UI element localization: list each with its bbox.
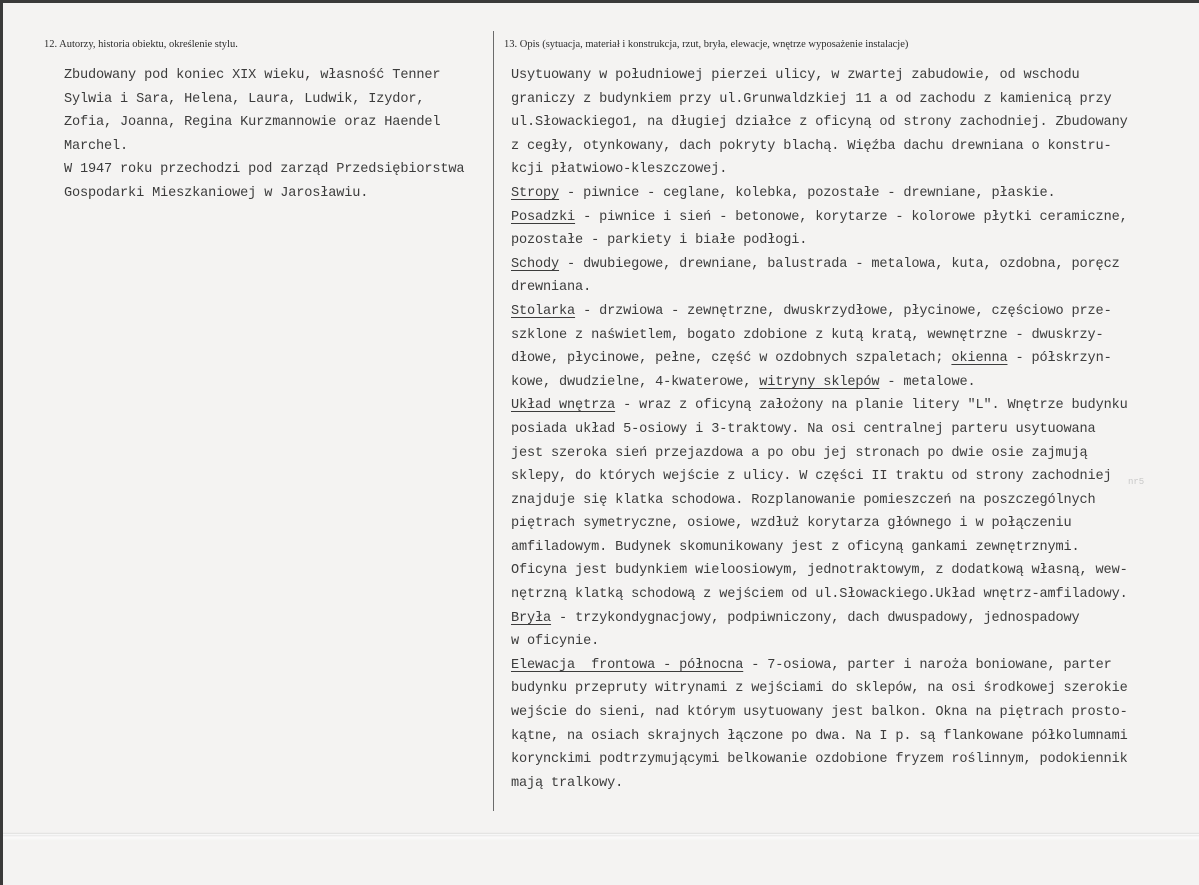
- underlined-label: witryny sklepów: [759, 374, 880, 390]
- section-heading: 12. Autorzy, historia obiektu, określenie stylu.: [44, 39, 238, 50]
- text-line: Stropy - piwnice - ceglane, kolebka, pozostałe - drewniane, płaskie.: [511, 185, 1056, 201]
- text-line: kątne, na osiach skrajnych łączone po dwa. Na I p. są flankowane półkolumnami: [511, 728, 1128, 744]
- text-line: Zofia, Joanna, Regina Kurzmannowie oraz Haendel: [64, 115, 441, 131]
- text-line: Elewacja frontowa - północna - 7-osiowa, parter i naroża boniowane, parter: [511, 657, 1112, 673]
- text-line: nętrzną klatką schodową z wejściem od ul.Słowackiego.Układ wnętrz-amfiladowy.: [511, 587, 1128, 603]
- text-line: pozostałe - parkiety i białe podłogi.: [511, 233, 808, 249]
- underlined-label: Układ wnętrza: [511, 398, 616, 414]
- text-line: znajduje się klatka schodowa. Rozplanowanie pomieszczeń na poszczególnych: [511, 492, 1096, 508]
- text-line: drewniana.: [511, 280, 592, 296]
- text-line: Marchel.: [64, 138, 129, 154]
- section-13-description: [504, 39, 1194, 795]
- underlined-label: Bryła: [511, 610, 552, 626]
- text-line: Gospodarki Mieszkaniowej w Jarosławiu.: [64, 185, 369, 201]
- text-line: wejście do sieni, nad którym usytuowany jest balkon. Okna na piętrach prosto-: [511, 705, 1128, 721]
- history-text: [64, 64, 484, 206]
- underlined-label: Elewacja frontowa - północna: [511, 657, 744, 673]
- text-line: w oficynie.: [511, 634, 600, 650]
- margin-stamp: nr5: [1128, 477, 1145, 487]
- text-line: Usytuowany w południowej pierzei ulicy, w zwartej zabudowie, od wschodu: [511, 68, 1080, 83]
- text-line: kcji płatwiowo-kleszczowej.: [511, 162, 728, 178]
- underlined-label: okienna: [951, 351, 1008, 367]
- underlined-label: Posadzki: [511, 209, 576, 225]
- text-line: jest szeroka sień przejazdowa a po obu jej stronach po dwie osie zajmują: [511, 445, 1088, 461]
- section-12-history: [44, 39, 484, 206]
- text-line: graniczy z budynkiem przy ul.Grunwaldzkiej 11 a od zachodu z kamienicą przy: [511, 91, 1112, 107]
- text-line: szklone z naświetlem, bogato zdobione z kutą kratą, wewnętrzne - dwuskrzy-: [511, 327, 1104, 343]
- text-line: z cegły, otynkowany, dach pokryty blachą. Więźba dachu drewniana o konstru-: [511, 138, 1112, 154]
- text-line: Bryła - trzykondygnacjowy, podpiwniczony, dach dwuspadowy, jednospadowy: [511, 610, 1080, 626]
- text-line: Układ wnętrza - wraz z oficyną założony na planie litery "L". Wnętrze budynku: [511, 398, 1128, 414]
- text-line: Zbudowany pod koniec XIX wieku, własność Tenner: [64, 68, 441, 83]
- text-line: Schody - dwubiegowe, drewniane, balustrada - metalowa, kuta, ozdobna, poręcz: [511, 256, 1120, 272]
- text-line: posiada układ 5-osiowy i 3-traktowy. Na osi centralnej parteru usytuowana: [511, 421, 1096, 437]
- text-line: piętrach symetryczne, osiowe, wzdłuż korytarza głównego i w połączeniu: [511, 516, 1072, 532]
- text-line: W 1947 roku przechodzi pod zarząd Przedsiębiorstwa: [64, 162, 465, 178]
- text-line: amfiladowym. Budynek skomunikowany jest z oficyną gankami zewnętrznymi.: [511, 539, 1080, 555]
- text-line: sklepy, do których wejście z ulicy. W części II traktu od strony zachodniej: [511, 469, 1112, 485]
- description-text: [511, 64, 1194, 795]
- text-line: korynckimi podtrzymującymi belkowanie ozdobione fryzem roślinnym, podokiennik: [511, 752, 1128, 768]
- text-line: Sylwia i Sara, Helena, Laura, Ludwik, Izydor,: [64, 91, 425, 107]
- underlined-label: Stropy: [511, 185, 560, 201]
- text-line: Oficyna jest budynkiem wieloosiowym, jednotraktowym, z dodatkową własną, wew-: [511, 563, 1128, 579]
- text-line: Posadzki - piwnice i sień - betonowe, korytarze - kolorowe płytki ceramiczne,: [511, 209, 1128, 225]
- section-heading: 13. Opis (sytuacja, materiał i konstrukcja, rzut, bryła, elewacje, wnętrze wyposażenie instalacje): [504, 39, 909, 50]
- text-line: budynku przepruty witrynami z wejściami do sklepów, na osi środkowej szerokie: [511, 681, 1128, 697]
- underlined-label: Stolarka: [511, 303, 576, 319]
- text-line: kowe, dwudzielne, 4-kwaterowe, witryny sklepów - metalowe.: [511, 374, 976, 390]
- underlined-label: Schody: [511, 256, 560, 272]
- text-line: Stolarka - drzwiowa - zewnętrzne, dwuskrzydłowe, płycinowe, częściowo prze-: [511, 303, 1112, 319]
- text-line: ul.Słowackiego1, na długiej działce z oficyną od strony zachodniej. Zbudowany: [511, 115, 1128, 131]
- paper-fold-line: [3, 833, 1199, 836]
- document-page: [3, 3, 1199, 885]
- column-divider: [493, 31, 494, 811]
- text-line: mają tralkowy.: [511, 775, 624, 791]
- text-line: dłowe, płycinowe, pełne, część w ozdobnych szpaletach; okienna - półskrzyn-: [511, 351, 1112, 367]
